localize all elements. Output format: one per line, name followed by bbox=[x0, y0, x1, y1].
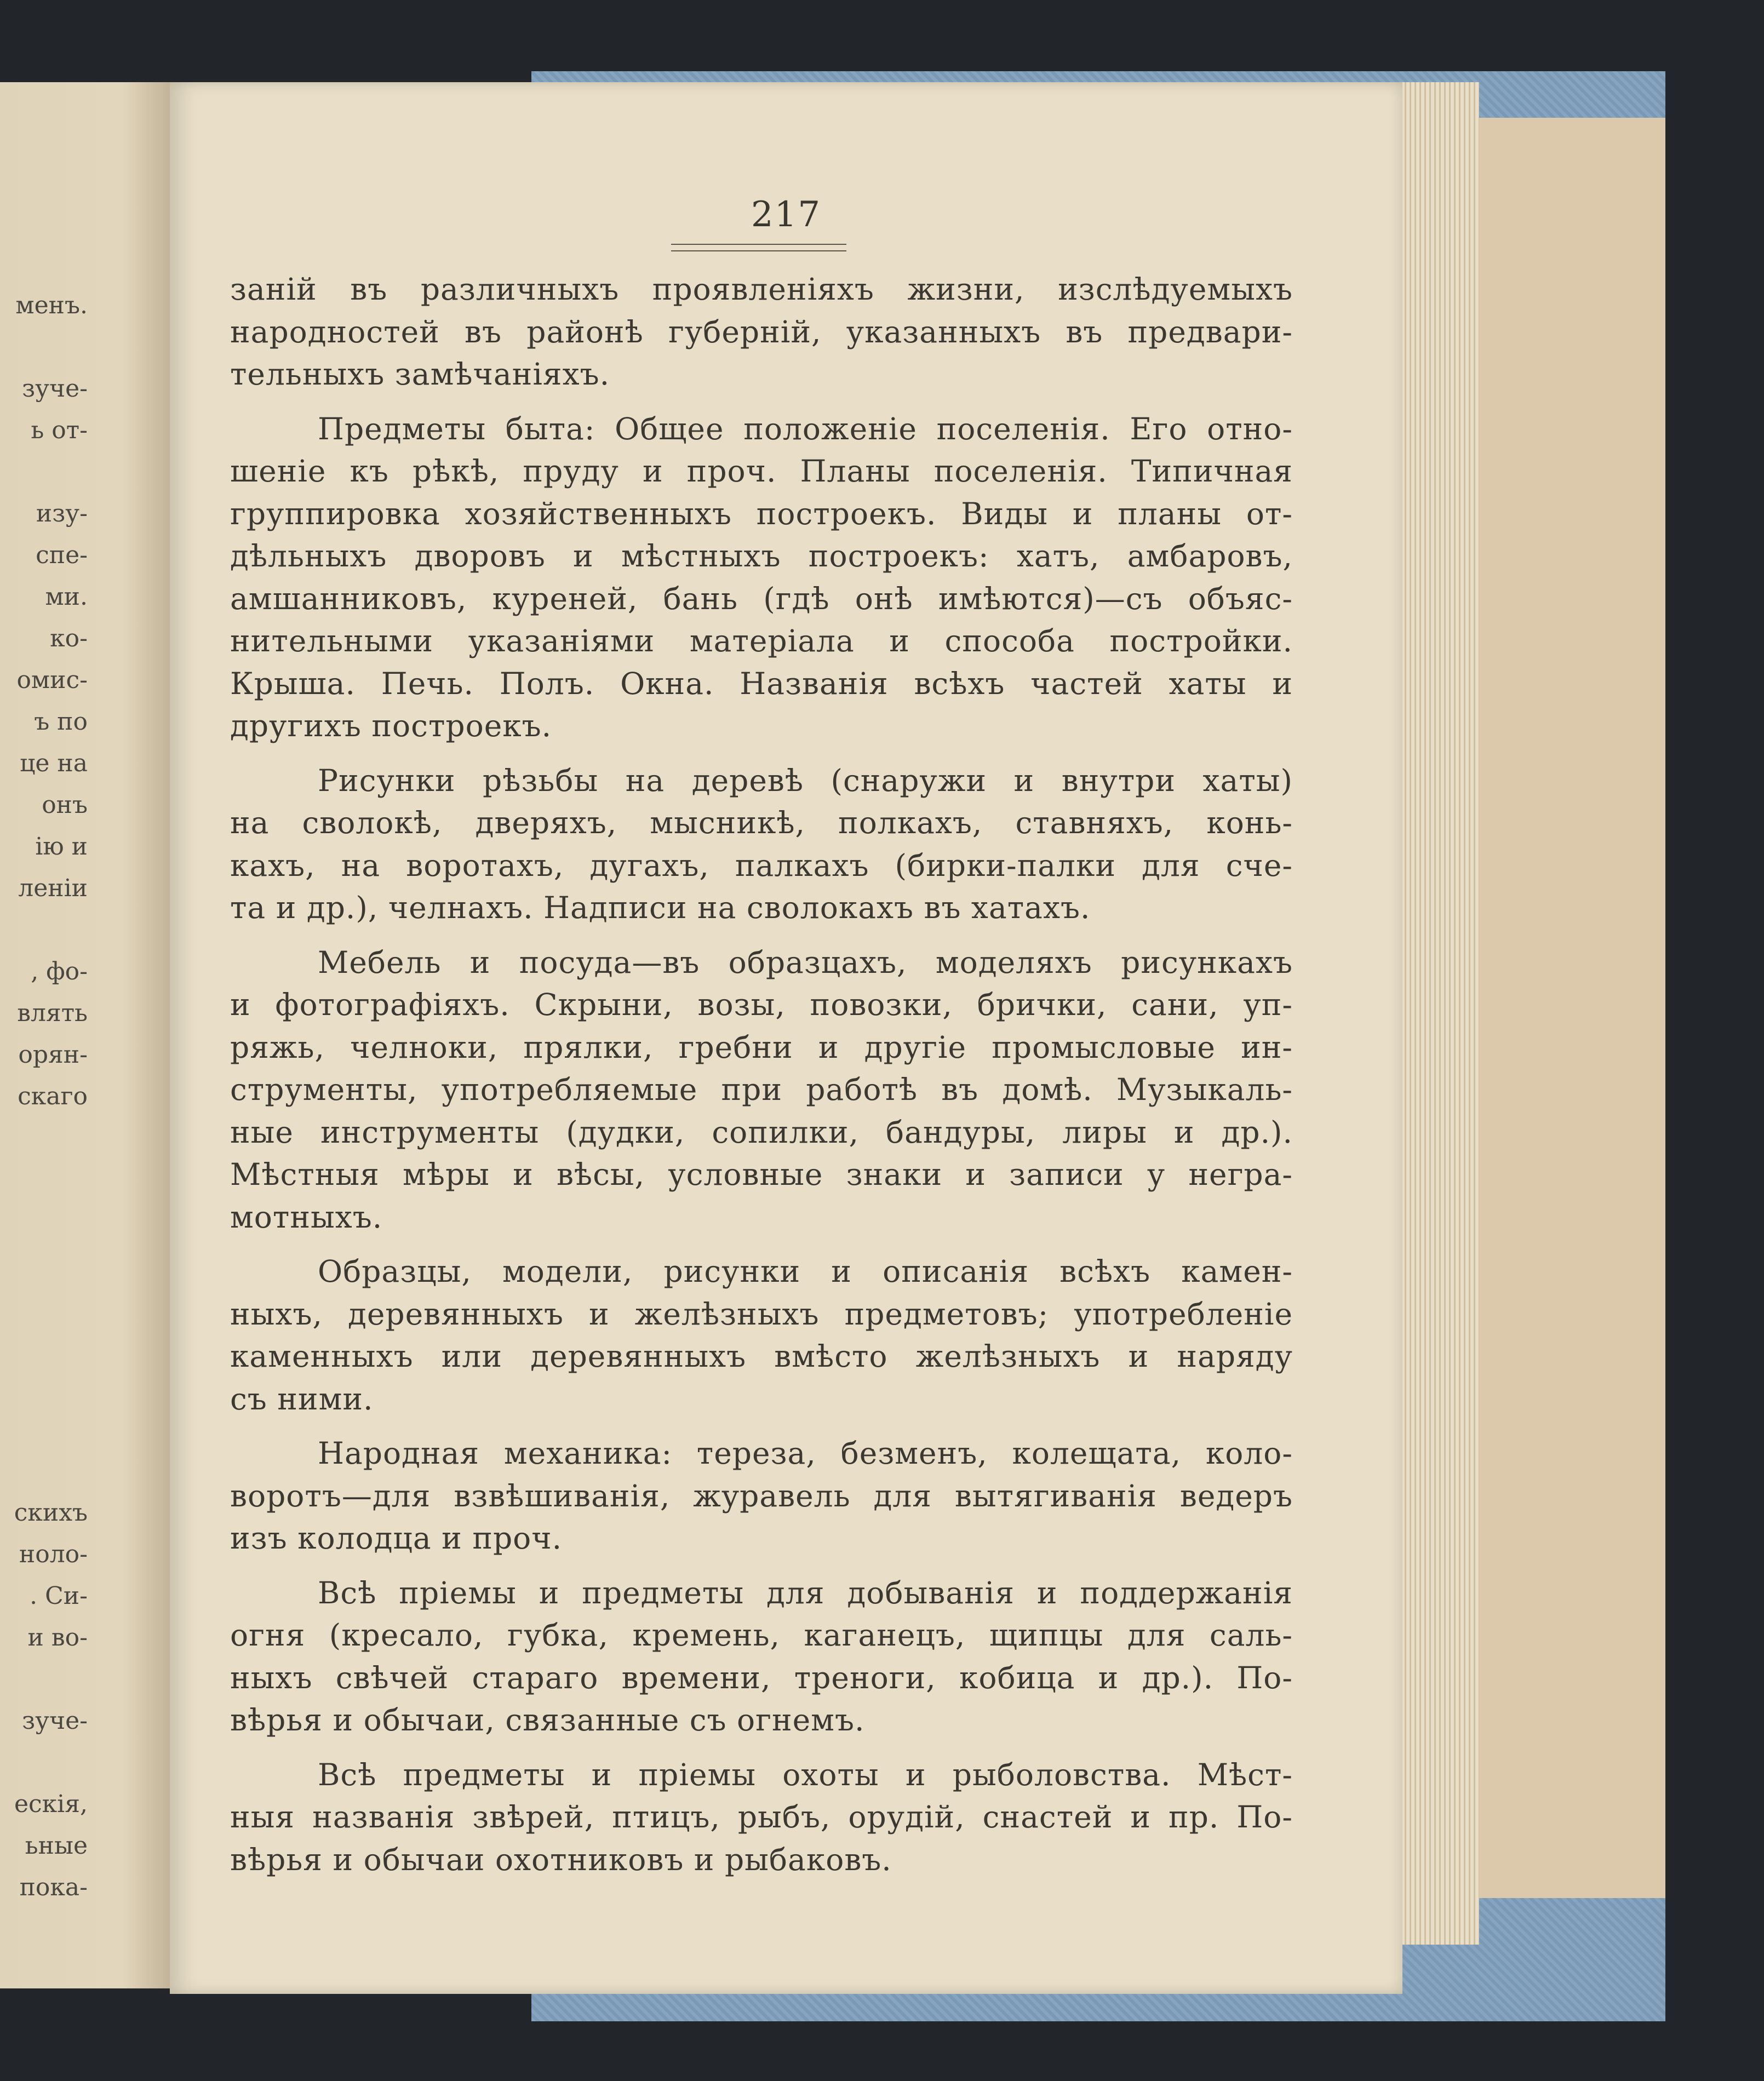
main-page bbox=[170, 82, 1402, 1994]
text-line: Предметы быта: Общее положенiе поселенiя. Его отно- bbox=[318, 411, 1293, 446]
left-page-fragment bbox=[0, 1409, 88, 1451]
text-line: воротъ—для взвѣшиванiя, журавель для вытягиванiя ведеръ bbox=[230, 1478, 1293, 1514]
left-page-fragment: пока- bbox=[19, 1873, 88, 1901]
text-line: съ ними. bbox=[230, 1381, 374, 1417]
left-page-fragment: и во- bbox=[27, 1624, 88, 1652]
page-body-text bbox=[230, 268, 1293, 1881]
left-page-fragment bbox=[0, 1201, 88, 1242]
text-line: ныхъ, деревянныхъ и желѣзныхъ предметовъ; употребленiе bbox=[230, 1296, 1293, 1332]
paragraph-p7 bbox=[230, 1572, 1293, 1742]
text-line: Всѣ предметы и прiемы охоты и рыболовства. Мѣст- bbox=[318, 1757, 1293, 1792]
text-line: шенiе къ рѣкѣ, пруду и проч. Планы поселенiя. Типичная bbox=[230, 454, 1293, 489]
text-line: Образцы, модели, рисунки и описанiя всѣхъ камен- bbox=[318, 1254, 1293, 1289]
text-line: тельныхъ замѣчанiяхъ. bbox=[230, 357, 610, 392]
left-page-fragment bbox=[0, 1159, 88, 1201]
text-line: ные инструменты (дудки, сопилки, бандуры, лиры и др.). bbox=[230, 1114, 1293, 1150]
text-line: народностей въ районѣ губерній, указанныхъ въ предвари- bbox=[230, 314, 1293, 349]
text-line: Всѣ прiемы и предметы для добыванiя и поддержанiя bbox=[318, 1575, 1293, 1610]
text-line: Мебель и посуда—въ образцахъ, моделяхъ рисункахъ bbox=[318, 944, 1293, 980]
left-page-fragment bbox=[0, 1326, 88, 1367]
left-page-fragment: зуче- bbox=[22, 1707, 88, 1735]
text-line: каменныхъ или деревянныхъ вмѣсто желѣзныхъ и наряду bbox=[230, 1339, 1293, 1374]
text-line: другихъ построекъ. bbox=[230, 708, 552, 743]
paragraph-p3 bbox=[230, 760, 1293, 930]
left-page-fragment: ескiя, bbox=[14, 1790, 88, 1818]
paragraph-p1 bbox=[230, 268, 1293, 396]
left-page-fragment: омис- bbox=[16, 666, 88, 694]
text-line: Крыша. Печь. Полъ. Окна. Названiя всѣхъ частей хаты и bbox=[230, 666, 1293, 701]
left-page-fragment bbox=[0, 909, 88, 951]
left-page-fragment: зуче- bbox=[22, 375, 88, 403]
left-page-fragment bbox=[0, 451, 88, 493]
text-line: нительными указанiями матерiала и способа постройки. bbox=[230, 623, 1293, 658]
left-page-fragment: . Си- bbox=[30, 1582, 88, 1610]
left-page-fragment bbox=[0, 1367, 88, 1409]
left-page-fragment bbox=[0, 1242, 88, 1284]
left-page-fragment bbox=[0, 1742, 88, 1784]
text-line: вѣрья и обычаи, связанные съ огнемъ. bbox=[230, 1702, 865, 1738]
left-page-fragment: ко- bbox=[50, 624, 88, 652]
text-line: ныхъ свѣчей стараго времени, треноги, кобица и др.). По- bbox=[230, 1660, 1293, 1695]
left-page-fragment bbox=[0, 1117, 88, 1159]
left-page-fragment: ноло- bbox=[19, 1540, 88, 1568]
left-page-fragment: орян- bbox=[18, 1041, 88, 1069]
text-line: кахъ, на воротахъ, дугахъ, палкахъ (бирки-палки для сче- bbox=[230, 847, 1293, 883]
text-line: амшанниковъ, куреней, бань (гдѣ онѣ имѣются)—съ объяс- bbox=[230, 581, 1293, 616]
left-page-fragment: ъ по bbox=[34, 708, 88, 736]
page-edges bbox=[1391, 82, 1479, 1945]
left-page-fragment: скаго bbox=[18, 1082, 88, 1110]
left-page-fragment: скихъ bbox=[14, 1499, 88, 1527]
left-page-fragment: влять bbox=[17, 999, 88, 1027]
text-line: Мѣстныя мѣры и вѣсы, условные знаки и записи у негра- bbox=[230, 1157, 1293, 1192]
left-page-fragment: спе- bbox=[36, 541, 88, 569]
left-page-fragment bbox=[0, 1451, 88, 1492]
left-page-fragment: менъ. bbox=[15, 291, 88, 319]
text-line: мотныхъ. bbox=[230, 1199, 383, 1235]
text-line: Народная механика: тереза, безменъ, колещата, коло- bbox=[318, 1436, 1293, 1471]
left-page-fragment: ь от- bbox=[31, 416, 88, 444]
text-line: огня (кресало, губка, кремень, каганецъ, щипцы для саль- bbox=[230, 1618, 1293, 1653]
paragraph-p5 bbox=[230, 1251, 1293, 1420]
left-page-fragment: онъ bbox=[42, 791, 88, 819]
left-page-fragment: це на bbox=[20, 749, 88, 777]
text-line: Рисунки рѣзьбы на деревѣ (снаружи и внутри хаты) bbox=[318, 763, 1293, 798]
paragraph-p6 bbox=[230, 1432, 1293, 1560]
left-page-fragment: iю и bbox=[35, 833, 88, 861]
paragraph-p4 bbox=[230, 942, 1293, 1239]
text-line: ряжь, челноки, прялки, гребни и другiе промысловые ин- bbox=[230, 1029, 1293, 1065]
left-page-fragment: ленiи bbox=[18, 874, 88, 902]
text-line: та и др.), челнахъ. Надписи на сволокахъ въ хатахъ. bbox=[230, 890, 1091, 925]
left-page-fragment: ми. bbox=[45, 583, 88, 611]
paragraph-p8 bbox=[230, 1754, 1293, 1882]
text-line: изъ колодца и проч. bbox=[230, 1521, 563, 1556]
page-number: 217 bbox=[751, 194, 822, 235]
left-page-fragment: изу- bbox=[36, 500, 88, 528]
left-page-fragment: , фо- bbox=[31, 958, 88, 985]
left-page-text-fragments bbox=[0, 285, 88, 1908]
left-page-fragment: ьные bbox=[25, 1832, 88, 1860]
text-line: на сволокѣ, дверяхъ, мысникѣ, полкахъ, ставняхъ, конь- bbox=[230, 805, 1293, 840]
left-facing-page bbox=[0, 82, 175, 1988]
page-number-rule bbox=[671, 244, 846, 251]
text-line: занiй въ различныхъ проявленiяхъ жизни, изслѣдуемыхъ bbox=[230, 272, 1293, 307]
text-line: группировка хозяйственныхъ построекъ. Виды и планы от- bbox=[230, 496, 1293, 531]
text-line: ныя названiя звѣрей, птицъ, рыбъ, орудiй, снастей и пр. По- bbox=[230, 1799, 1293, 1835]
paragraph-p2 bbox=[230, 408, 1293, 748]
text-line: вѣрья и обычаи охотниковъ и рыбаковъ. bbox=[230, 1842, 892, 1877]
left-page-fragment bbox=[0, 1284, 88, 1326]
text-line: дѣльныхъ дворовъ и мѣстныхъ построекъ: хатъ, амбаровъ, bbox=[230, 538, 1293, 574]
text-line: струменты, употребляемые при работѣ въ домѣ. Музыкаль- bbox=[230, 1072, 1293, 1107]
left-page-fragment bbox=[0, 1659, 88, 1700]
text-line: и фотографiяхъ. Скрыни, возы, повозки, брички, сани, уп- bbox=[230, 987, 1293, 1022]
left-page-fragment bbox=[0, 326, 88, 368]
